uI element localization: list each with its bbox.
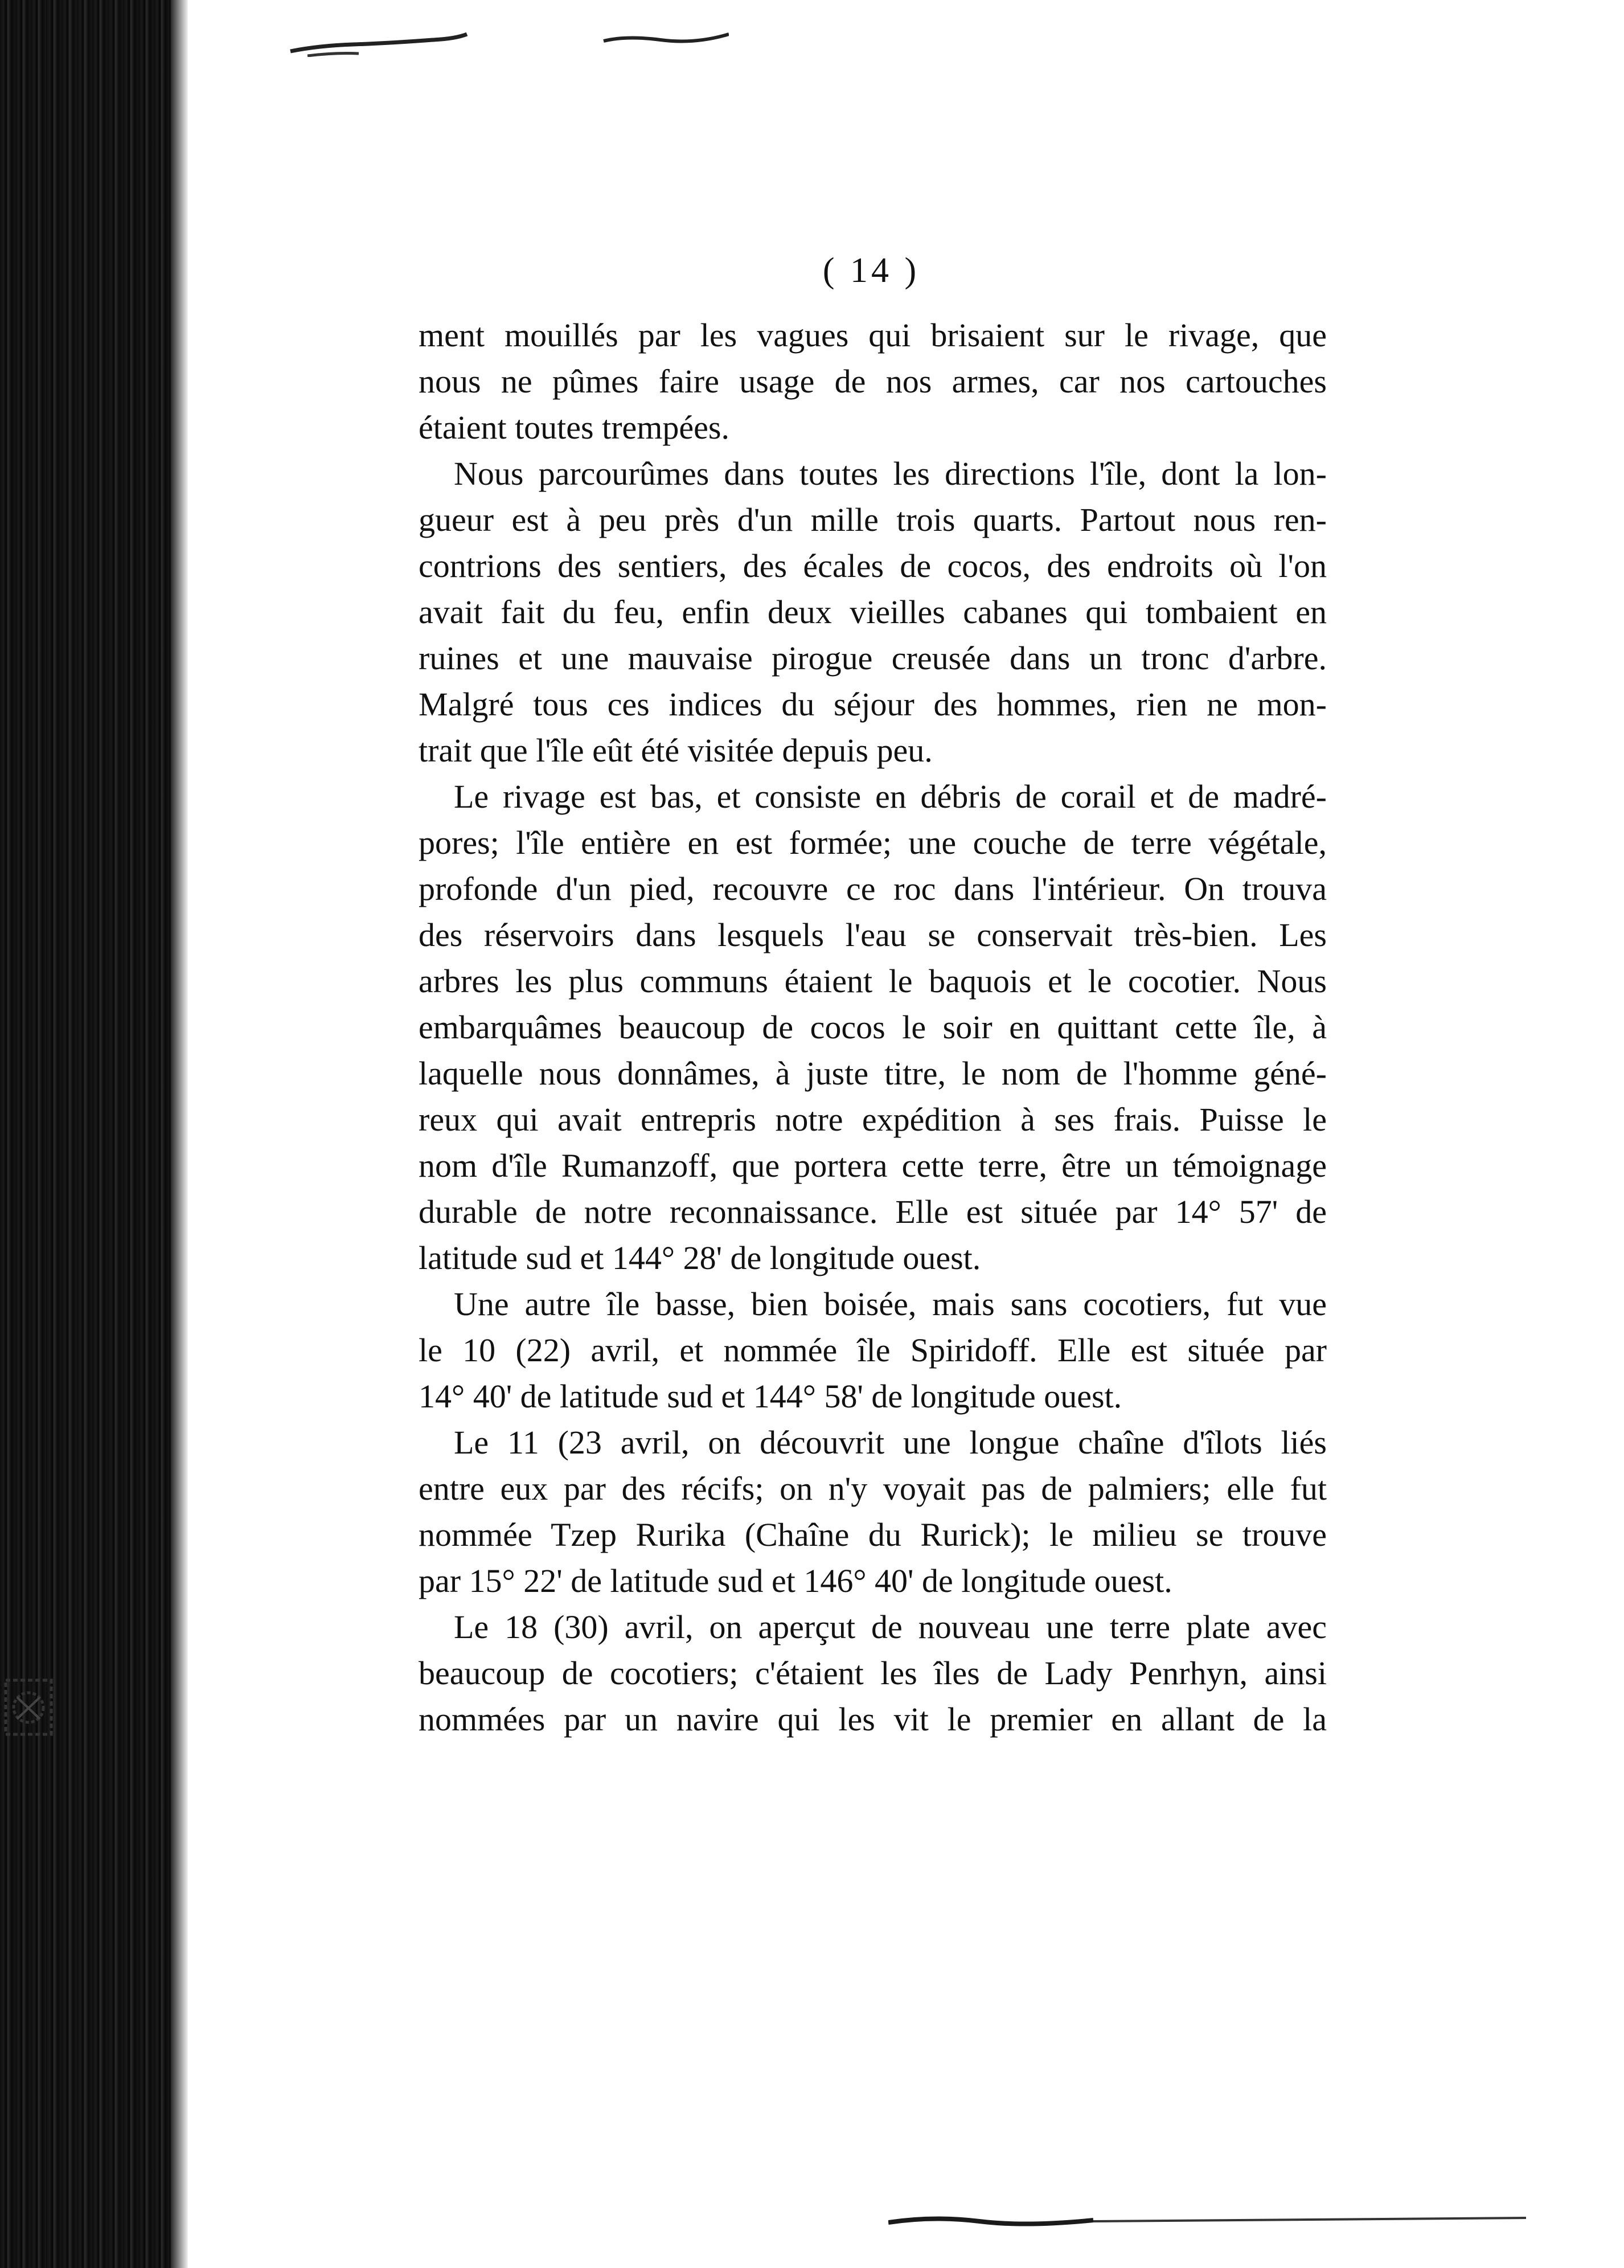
text-line: Nous parcourûmes dans toutes les directions l'île, dont la lon- [454,455,1327,492]
text-line: nommée Tzep Rurika (Chaîne du Rurick); le milieu se trouve [419,1516,1327,1553]
text-line: nommées par un navire qui les vit le premier en allant de la [419,1701,1327,1738]
book-binding-strip [0,0,188,2268]
text-line: contrions des sentiers, des écales de cocos, des endroits où l'on [419,547,1327,584]
text-line: gueur est à peu près d'un mille trois quarts. Partout nous ren- [419,501,1327,538]
text-line: beaucoup de cocotiers; c'étaient les îles de Lady Penrhyn, ainsi [419,1655,1327,1692]
margin-stamp-mark [0,1675,63,1743]
text-line: arbres les plus communs étaient le baquois et le cocotier. Nous [419,963,1327,1000]
text-line: profonde d'un pied, recouvre ce roc dans l'intérieur. On trouva [419,870,1327,907]
text-line: Le rivage est bas, et consiste en débris de corail et de madré- [454,778,1327,815]
text-line: le 10 (22) avril, et nommée île Spiridoff. Elle est située par [419,1332,1327,1369]
text-line: Le 11 (23 avril, on découvrit une longue chaîne d'îlots liés [454,1424,1327,1461]
text-line: 14° 40' de latitude sud et 144° 58' de longitude ouest. [419,1378,1122,1415]
text-line: des réservoirs dans lesquels l'eau se conservait très-bien. Les [419,916,1327,953]
text-line: Le 18 (30) avril, on aperçut de nouveau une terre plate avec [454,1608,1327,1645]
binding-edge-shadow [171,0,188,2268]
text-line: ment mouillés par les vagues qui brisaient sur le rivage, que [419,317,1327,354]
text-line: par 15° 22' de latitude sud et 146° 40' de longitude ouest. [419,1562,1172,1599]
text-line: trait que l'île eût été visitée depuis peu. [419,732,933,769]
body-text [419,312,1327,1742]
page-number: ( 14 ) [822,251,920,290]
text-line: durable de notre reconnaissance. Elle est située par 14° 57' de [419,1193,1327,1230]
text-line: latitude sud et 144° 28' de longitude ouest. [419,1239,981,1276]
text-line: embarquâmes beaucoup de cocos le soir en quittant cette île, à [419,1009,1327,1046]
text-line: ruines et une mauvaise pirogue creusée dans un tronc d'arbre. [419,640,1327,677]
text-line: pores; l'île entière en est formée; une couche de terre végétale, [419,824,1327,861]
bottom-ink-stain [888,2210,1526,2233]
text-line: Malgré tous ces indices du séjour des hommes, rien ne mon- [419,686,1327,723]
text-line: reux qui avait entrepris notre expédition à ses frais. Puisse le [419,1101,1327,1138]
text-line: nous ne pûmes faire usage de nos armes, car nos cartouches [419,363,1327,400]
text-line: entre eux par des récifs; on n'y voyait pas de palmiers; elle fut [419,1470,1327,1507]
text-line: avait fait du feu, enfin deux vieilles cabanes qui tombaient en [419,593,1327,631]
text-line: laquelle nous donnâmes, à juste titre, le nom de l'homme géné- [419,1055,1327,1092]
text-line: étaient toutes trempées. [419,409,729,446]
text-line: Une autre île basse, bien boisée, mais sans cocotiers, fut vue [454,1286,1327,1323]
top-ink-stain [285,23,729,57]
text-line: nom d'île Rumanzoff, que portera cette terre, être un témoignage [419,1147,1327,1184]
